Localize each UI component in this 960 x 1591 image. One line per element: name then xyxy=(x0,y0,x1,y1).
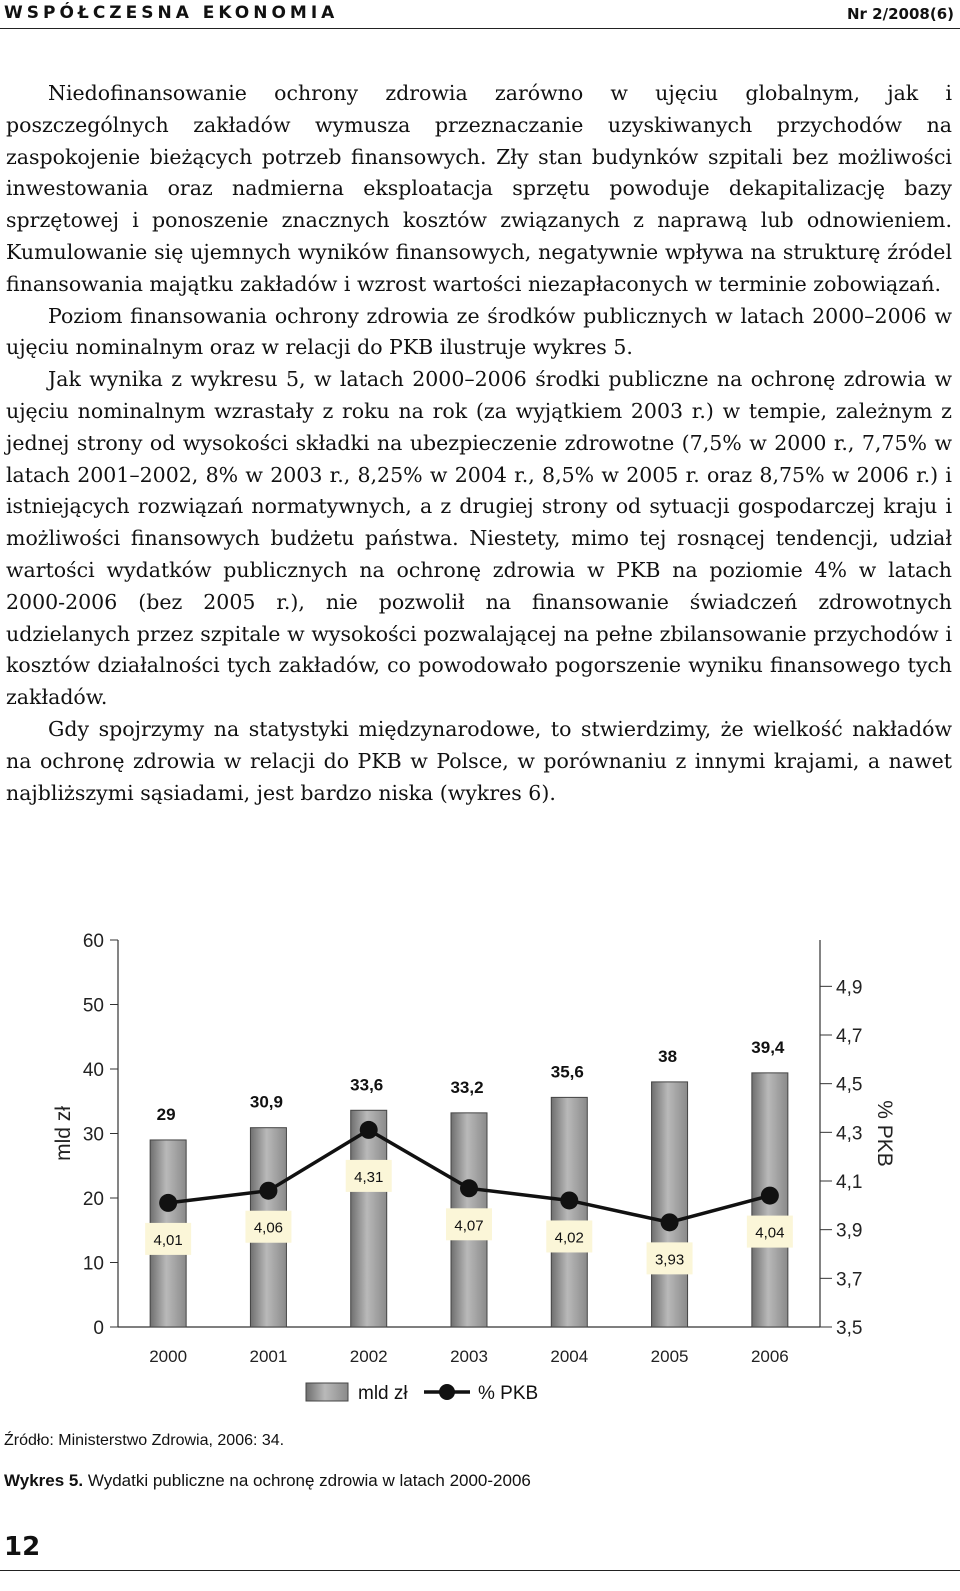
x-tick-label: 2000 xyxy=(149,1347,188,1366)
y2-tick-label: 4,9 xyxy=(836,977,863,999)
paragraph: Poziom finansowania ochrony zdrowia ze środków publicznych w latach 2000–2006 w ujęciu nominalnym oraz w relacji do PKB ilustruje wykres 5. xyxy=(6,303,952,360)
y2-tick-label: 3,5 xyxy=(836,1318,863,1339)
pkb-value-label: 4,07 xyxy=(454,1217,484,1235)
y2-tick-label: 4,5 xyxy=(836,1074,863,1096)
issue-number: Nr 2/2008(6) xyxy=(847,5,954,23)
pkb-value-label: 4,04 xyxy=(755,1224,785,1242)
x-tick-label: 2001 xyxy=(249,1347,288,1366)
pkb-value-label: 4,31 xyxy=(354,1168,384,1186)
y-tick-label: 40 xyxy=(82,1060,104,1081)
pkb-point xyxy=(259,1182,277,1200)
journal-title: WSPÓŁCZESNA EKONOMIA xyxy=(4,3,339,23)
chart xyxy=(0,920,960,1420)
y2-tick-label: 4,7 xyxy=(836,1026,863,1047)
y2-tick-label: 4,3 xyxy=(836,1123,863,1145)
running-header xyxy=(0,0,960,29)
bar-value-label: 33,2 xyxy=(450,1077,484,1097)
x-tick-label: 2004 xyxy=(550,1347,589,1366)
page-number: 12 xyxy=(4,1532,41,1562)
article-body xyxy=(6,78,952,809)
legend-line-label: % PKB xyxy=(478,1383,539,1404)
legend-line-marker xyxy=(439,1384,455,1400)
y-tick-label: 30 xyxy=(82,1124,104,1146)
x-tick-label: 2006 xyxy=(750,1347,789,1366)
y2-tick-label: 3,9 xyxy=(836,1220,863,1242)
pkb-value-label: 4,02 xyxy=(554,1229,584,1247)
pkb-point xyxy=(159,1194,177,1212)
legend-bar-label: mld zł xyxy=(358,1383,408,1404)
pkb-value-label: 3,93 xyxy=(654,1251,685,1269)
x-tick-label: 2002 xyxy=(349,1347,388,1366)
caption-text: Wydatki publiczne na ochronę zdrowia w latach 2000-2006 xyxy=(87,1471,531,1490)
y2-tick-label: 3,7 xyxy=(836,1269,863,1291)
footer-rule xyxy=(0,1570,960,1571)
y-tick-label: 10 xyxy=(82,1253,104,1275)
pkb-value-label: 4,06 xyxy=(253,1219,284,1237)
legend-bar-swatch xyxy=(306,1383,348,1401)
bar-value-label: 39,4 xyxy=(751,1037,785,1057)
bar-value-label: 30,9 xyxy=(249,1092,283,1112)
x-tick-label: 2003 xyxy=(450,1347,488,1366)
paragraph: Gdy spojrzymy na statystyki międzynarodowe, to stwierdzimy, że wielkość nakładów na ochronę zdrowia w relacji do PKB w Polsce, w porównaniu z innymi krajami, a nawet najbliższymi sąsiadami, jest bardzo niska (wykres 6). xyxy=(6,716,952,805)
bar-value-label: 38 xyxy=(658,1046,678,1066)
caption-label: Wykres 5. xyxy=(4,1471,84,1490)
y-tick-label: 60 xyxy=(82,931,104,952)
paragraph: Jak wynika z wykresu 5, w latach 2000–2006 środki publiczne na ochronę zdrowia w ujęciu nominalnym wzrastały z roku na rok (za wyjątkiem 2003 r.) w tempie, zależnym z jednej strony od wysokości składki na ubezpieczenie zdrowotne (7,5% w 2000 r., 7,75% w latach 2001–2002, 8% w 2003 r., 8,25% w 2004 r., 8,5% w 2005 r. oraz 8,75% w 2006 r.) i istniejących rozwiązań normatywnych, a z drugiej strony od sytuacji gospodarczej kraju i możliwości finansowych budżetu państwa. Niestety, mimo tej rosnącej tendencji, udział wartości wydatków publicznych na ochronę zdrowia w PKB na poziomie 4% w latach 2000-2006 (bez 2005 r.), nie pozwolił na finansowanie świadczeń zdrowotnych udzielanych przez szpitale w wysokości pozwalającej na pełne zbilansowanie przychodów i kosztów działalności tych zakładów, co powodowało pogorszenie wyniku finansowego tych zakładów. xyxy=(6,367,952,710)
pkb-point xyxy=(360,1121,378,1139)
y-axis-title: mld zł xyxy=(52,1106,75,1161)
y-tick-label: 20 xyxy=(82,1189,104,1210)
pkb-point xyxy=(661,1213,679,1231)
chart-source: Źródło: Ministerstwo Zdrowia, 2006: 34. xyxy=(4,1432,285,1449)
bar-value-label: 33,6 xyxy=(350,1075,384,1095)
pkb-value-label: 4,01 xyxy=(153,1231,183,1249)
bar xyxy=(652,1082,688,1327)
pkb-point xyxy=(560,1191,578,1209)
bar-value-label: 29 xyxy=(156,1104,176,1124)
pkb-point xyxy=(761,1187,779,1205)
y-tick-label: 0 xyxy=(93,1318,104,1339)
x-tick-label: 2005 xyxy=(650,1347,689,1366)
paragraph: Niedofinansowanie ochrony zdrowia zarówno w ujęciu globalnym, jak i poszczególnych zakładów wymusza przeznaczanie uzyskiwanych przychodów na zaspokojenie bieżących potrzeb finansowych. Zły stan budynków szpitali bez możliwości inwestowania oraz nadmierna eksploatacja sprzętu powoduje dekapitalizację bazy sprzętowej i ponoszenie znacznych kosztów związanych z naprawą lub odnowieniem. Kumulowanie się ujemnych wyników finansowych, negatywnie wpływa na strukturę źródel finansowania majątku zakładów i wzrost wartości niezapłaconych w terminie zobowiązań. xyxy=(6,81,952,296)
bar xyxy=(551,1097,587,1327)
bar xyxy=(351,1110,387,1327)
bar-value-label: 35,6 xyxy=(550,1062,584,1082)
figure-caption xyxy=(4,1471,531,1491)
pkb-point xyxy=(460,1179,478,1197)
y2-axis-title: % PKB xyxy=(873,1100,896,1167)
y-tick-label: 50 xyxy=(82,995,104,1017)
y2-tick-label: 4,1 xyxy=(836,1172,863,1193)
